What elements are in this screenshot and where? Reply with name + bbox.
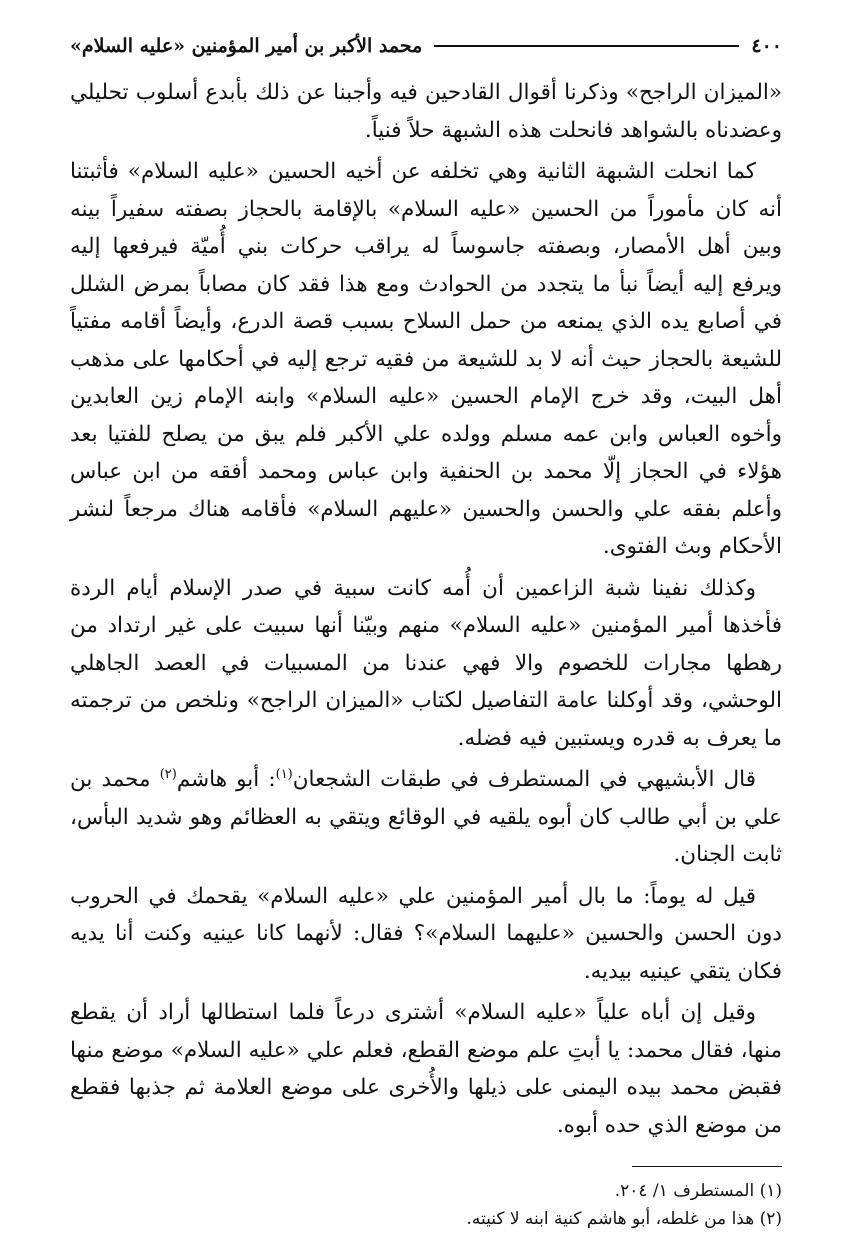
book-page (70, 26, 782, 1233)
footnote: (١) المستطرف ١/ ٢٠٤. (614, 1181, 782, 1201)
paragraph: قيل له يوماً: ما بال أمير المؤمنين علي «عليه السلام» يقحمك في الحروب دون الحسن والحسين «عليهما السلام»؟ فقال: لأنهما كانا عينيه وكنت أنا يديه فكان يتقي عينيه بيديه. (70, 883, 782, 984)
footnote-separator (632, 1166, 782, 1167)
paragraph: وقيل إن أباه علياً «عليه السلام» أشترى درعاً فلما استطالها أراد أن يقطع منها، فقال محمد: يا أبتِ علم موضع القطع، فعلم علي «عليه السلام» موضع منها فقبض محمد بيده اليمنى على ذيلها والأُخرى على موضع العلامة ثم جذبها فقطع من موضع الذي حده أبوه. (70, 1000, 782, 1138)
main-text (70, 74, 782, 1144)
footnote-ref-1[interactable]: (١) (275, 766, 293, 782)
footnote: (٢) هذا من غلطه، أبو هاشم كنية ابنه لا كنيته. (466, 1209, 782, 1229)
paragraph-text: قال الأبشيهي في المستطرف في طبقات الشجعان (292, 767, 756, 792)
paragraph: كما انحلت الشبهة الثانية وهي تخلفه عن أخيه الحسين «عليه السلام» فأثبتنا أنه كان مأموراً من الحسين «عليه السلام» بالإقامة بالحجاز بصفته سفيراً بينه وبين أهل الأمصار، وبصفته جاسوساً له يراقب حركات بني أُميّة فيرفعها إليه ويرفع إليه أيضاً نبأ ما يتجدد من الحوادث ومع هذا فقد كان مصاباً بمرض الشلل في أصابع يده الذي يمنعه من حمل السلاح بسبب قصة الدرع، وأيضاً أقامه مفتياً للشيعة بالحجاز حيث أنه لا بد للشيعة من فقيه ترجع إليه في أحكامها على مذهب أهل البيت، وقد خرج الإمام الحسين «عليه السلام» وابنه الإمام زين العابدين وأخوه العباس وابن عمه مسلم وولده علي الأكبر فلم يبق من يصلح للفتيا بعد هؤلاء في الحجاز إلّا محمد بن الحنفية وابن عباس ومحمد أفقه من ابن عباس وأعلم بفقه علي والحسن والحسين «عليهم السلام» فأقامه هناك مرجعاً لنشر الأحكام وبث الفتوى. (70, 159, 782, 559)
paragraph (70, 761, 782, 874)
header-rule (434, 45, 739, 47)
paragraph-text: : أبو هاشم (176, 767, 276, 792)
paragraph: «الميزان الراجح» وذكرنا أقوال القادحين فيه وأجبنا عن ذلك بأبدع أسلوب تحليلي وعضدناه بالشواهد فانحلت هذه الشبهة حلاً فنياً. (70, 80, 782, 143)
footnote-ref-2[interactable]: (٢) (159, 766, 177, 782)
paragraph-text: محمد بن علي بن أبي طالب كان أبوه يلقيه في الوقائع ويتقي به العظائم وهو شديد البأس، ثابت الجنان. (70, 767, 782, 867)
page-number: ٤٠٠ (751, 35, 782, 57)
paragraph: وكذلك نفينا شبة الزاعمين أن أُمه كانت سبية في صدر الإسلام أيام الردة فأخذها أمير المؤمنين «عليه السلام» منهم وبيّنا أنها سبيت على غير ارتداد من رهطها مجارات للخصوم والا فهي عندنا من المسبيات في العصد الجاهلي الوحشي، وقد أوكلنا عامة التفاصيل لكتاب «الميزان الراجح» ونلخص من ترجمته ما يعرف به قدره ويستبين فيه فضله. (70, 575, 782, 751)
running-header (70, 26, 782, 66)
running-title: محمد الأكبر بن أمير المؤمنين «عليه السلام» (70, 35, 423, 57)
